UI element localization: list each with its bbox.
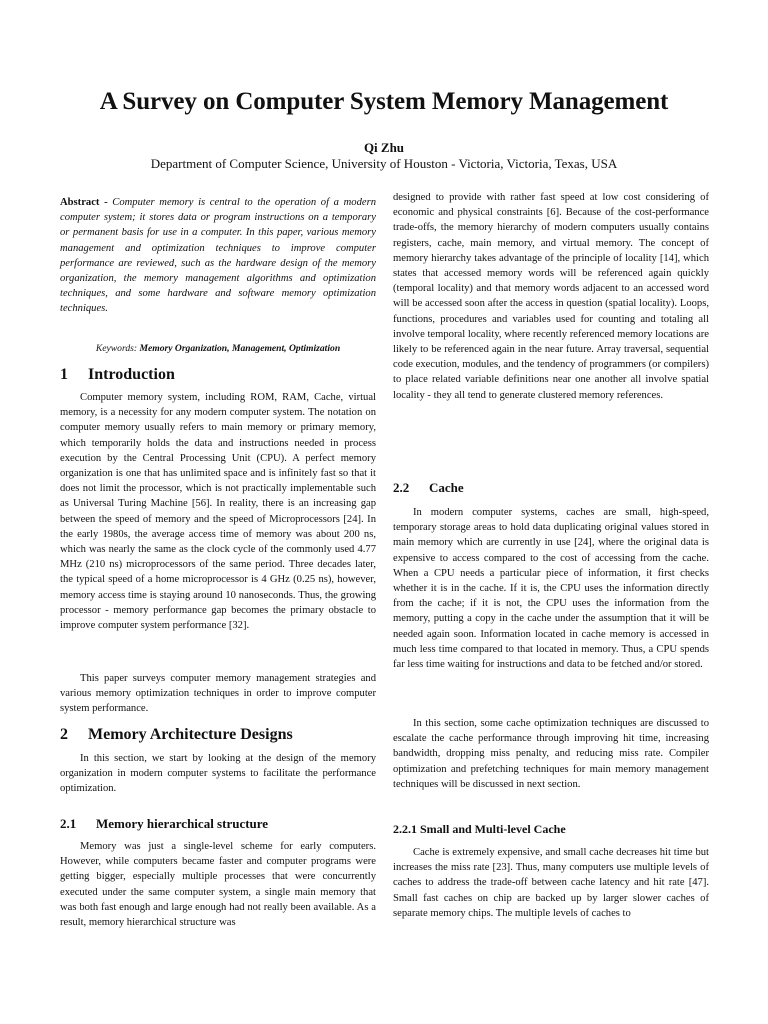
abstract (60, 195, 376, 317)
section-2-1-paragraph-continued: designed to provide with rather fast speed at low cost considering of economic and physical constraints [6]. Because of the cost-performance trade-offs, the memory hierarchy of modern computers usually contains registers, cache, main memory, and virtual memory. The concept of memory hierarchy takes advantage of the principle of locality [14], which states that accessed memory words will be referenced again quickly (temporal locality) and that memory words adjacent to an accessed word will be accessed soon after the access in question (spatial locality). Loops, functions, procedures and variables used for counting and totaling all involve temporal locality, where recently referenced memory locations are likely to be referenced again in the near future. Array traversal, sequential code execution, modules, and the tendency of programmers (or compilers) to place related variable definitions near one another all involve spatial locality - they all tend to generate clustered memory references. (393, 192, 709, 401)
section-2-2-1-heading (393, 822, 709, 837)
section-1-title: Introduction (88, 366, 175, 383)
cache-paragraph-2: In this section, some cache optimization techniques are discussed to escalate the cache performance through improving hit time, increasing bandwidth, dropping miss penalty, and reducing miss rate. Compiler optimization and prefetching techniques for main memory management techniques will be discussed in next section. (393, 718, 709, 790)
section-2-1-heading (60, 816, 376, 832)
section-2-2-1-number: 2.2.1 (393, 822, 417, 836)
section-2-1-title: Memory hierarchical structure (96, 816, 269, 831)
keywords-label: Keywords: (95, 343, 140, 354)
section-2-2-number: 2.2 (393, 480, 410, 495)
abstract-text: Computer memory is central to the operation of a modern computer system; it stores data or program instructions on a temporary or permanent basis for use in a computer. In this paper, various memory management and optimization techniques to improve computer performance are reviewed, such as the hardware design of the memory organization, the memory management algorithms and optimization techniques, and some hardware and software memory optimization techniques. (60, 197, 376, 315)
cache-paragraph-1: In modern computer systems, caches are small, high-speed, temporary storage areas to hold data duplicating original values stored in main memory which are currently in use [24], where the original data is expensive to access compared to the cost of accessing from the cache. When a CPU needs a particular piece of information, it first checks whether it is in the cache. If it is, the CPU uses the information directly from the cache; if it is not, the CPU uses the information from the memory, putting a copy in the cache under the assumption that it will be needed again soon. Information located in cache memory is accessed in much less time compared to that located in memory. Thus, a CPU spends far less time waiting for instructions and data to be fetched and/or stored. (393, 507, 709, 671)
section-1-number: 1 (60, 366, 68, 383)
section-2-title: Memory Architecture Designs (88, 726, 293, 743)
author-name: Qi Zhu (363, 140, 405, 155)
paper-title: A Survey on Computer System Memory Management (99, 88, 669, 115)
section-2-2-title: Cache (429, 480, 464, 495)
introduction-paragraph-1: Computer memory system, including ROM, RAM, Cache, virtual memory, is a necessity for any modern computer system. The notation on computer memory usually refers to main memory or primary memory, which temporarily holds the data and instructions needed in process execution by the Central Processing Unit (CPU). A perfect memory organization is one that has unlimited space and is infinitely fast so that it does not limit the processor, which is not practically implementable such as Universal Turing Machine [56]. In reality, there is an increasing gap between the speed of memory and the speed of Microprocessors [24]. In the early 1980s, the average access time of memory was about 200 ns, which was nearly the same as the clock cycle of the commonly used 4.77 MHz (210 ns) microprocessors of the same period. Three decades later, the typical speed of a home microprocessor is 4 GHz (0.25 ns), however, memory access time is staying around 10 nanoseconds. Thus, the growing processor - memory performance gap becomes the primary obstacle to improve computer system performance [32]. (60, 392, 376, 632)
section-2-heading (60, 726, 376, 744)
section-2-number: 2 (60, 726, 68, 743)
section-2-1-number: 2.1 (60, 816, 77, 831)
small-multilevel-cache-paragraph: Cache is extremely expensive, and small cache decreases hit time but increases the miss rate [23]. Thus, many computers use multiple levels of caches to address the trade-off between cache latency and hit rate [47]. Small fast caches on chip are backed up by larger slower caches of separate memory chips. The multiple levels of caches to (393, 847, 709, 919)
section-2-1-paragraph-start: Memory was just a single-level scheme for early computers. However, while computers became faster and computer programs were getting bigger, especially multiple processes that were concurrently executed under the same computer system, a single main memory that was both fast enough and large enough had not really been available. As a result, memory hierarchical structure was (60, 841, 376, 929)
keywords-text: Memory Organization, Management, Optimization (139, 343, 341, 354)
author-affiliation: Department of Computer Science, University of Houston - Victoria, Victoria, Texas, USA (150, 156, 618, 171)
section-2-2-1-title: Small and Multi-level Cache (420, 822, 566, 836)
section-1-heading (60, 366, 376, 384)
introduction-paragraph-2: This paper surveys computer memory management strategies and various memory optimization techniques in order to improve computer system performance. (60, 673, 376, 715)
keywords (60, 343, 376, 354)
section-2-2-heading (393, 480, 709, 496)
section-2-paragraph: In this section, we start by looking at the design of the memory organization in modern computer systems to facilitate the performance optimization. (60, 753, 376, 795)
abstract-label: Abstract - (60, 197, 113, 208)
